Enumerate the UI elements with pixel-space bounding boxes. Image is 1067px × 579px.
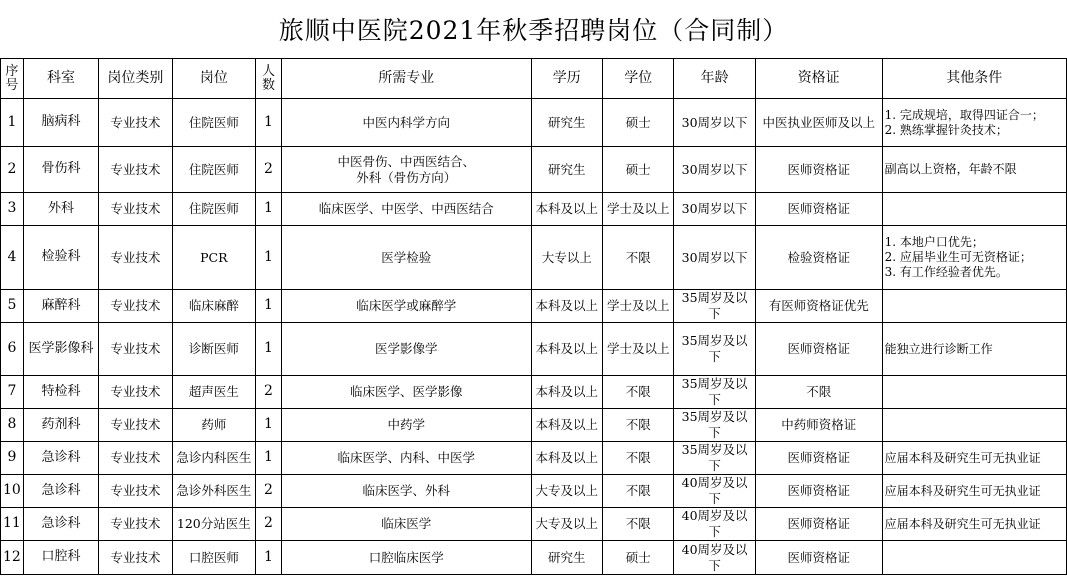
cell-degree: 不限 — [603, 409, 674, 442]
cell-position: 120分站医生 — [172, 508, 255, 541]
cell-qualification: 医师资格证 — [755, 442, 882, 475]
cell-qualification: 医师资格证 — [755, 193, 882, 226]
cell-age: 30周岁以下 — [674, 226, 755, 290]
table-row — [1, 193, 1067, 226]
table-row — [1, 442, 1067, 475]
header-category: 岗位类别 — [99, 59, 172, 99]
cell-seq: 4 — [1, 226, 24, 290]
cell-age: 35周岁及以下 — [674, 323, 755, 376]
cell-education: 大专以上 — [531, 226, 602, 290]
cell-other: 能独立进行诊断工作 — [882, 323, 1066, 376]
cell-other: 副高以上资格，年龄不限 — [882, 147, 1066, 193]
cell-count: 1 — [256, 409, 282, 442]
cell-education: 本科及以上 — [531, 409, 602, 442]
header-seq: 序 号 — [1, 59, 24, 99]
cell-major: 中医内科学方向 — [281, 99, 531, 147]
cell-major: 医学影像学 — [281, 323, 531, 376]
cell-major: 临床医学、医学影像 — [281, 376, 531, 409]
cell-position: 住院医师 — [172, 193, 255, 226]
table-row — [1, 99, 1067, 147]
cell-other — [882, 409, 1066, 442]
cell-category: 专业技术 — [99, 147, 172, 193]
cell-category: 专业技术 — [99, 475, 172, 508]
cell-seq: 3 — [1, 193, 24, 226]
header-age: 年龄 — [674, 59, 755, 99]
cell-count: 1 — [256, 290, 282, 323]
cell-major: 中药学 — [281, 409, 531, 442]
header-degree: 学位 — [603, 59, 674, 99]
cell-qualification: 医师资格证 — [755, 541, 882, 575]
header-education: 学历 — [531, 59, 602, 99]
cell-education: 本科及以上 — [531, 290, 602, 323]
cell-dept: 麻醉科 — [23, 290, 98, 323]
cell-seq: 5 — [1, 290, 24, 323]
cell-count: 1 — [256, 193, 282, 226]
cell-major: 临床医学 — [281, 508, 531, 541]
cell-seq: 11 — [1, 508, 24, 541]
cell-dept: 脑病科 — [23, 99, 98, 147]
cell-degree: 不限 — [603, 376, 674, 409]
cell-degree: 学士及以上 — [603, 193, 674, 226]
cell-count: 2 — [256, 508, 282, 541]
cell-count: 2 — [256, 475, 282, 508]
cell-seq: 12 — [1, 541, 24, 575]
cell-category: 专业技术 — [99, 290, 172, 323]
cell-age: 35周岁及以下 — [674, 409, 755, 442]
cell-dept: 医学影像科 — [23, 323, 98, 376]
cell-education: 本科及以上 — [531, 323, 602, 376]
cell-category: 专业技术 — [99, 323, 172, 376]
cell-position: 住院医师 — [172, 99, 255, 147]
cell-education: 本科及以上 — [531, 376, 602, 409]
cell-seq: 6 — [1, 323, 24, 376]
cell-education: 研究生 — [531, 99, 602, 147]
table-row — [1, 376, 1067, 409]
cell-count: 1 — [256, 541, 282, 575]
cell-category: 专业技术 — [99, 99, 172, 147]
cell-degree: 学士及以上 — [603, 290, 674, 323]
cell-position: 急诊内科医生 — [172, 442, 255, 475]
cell-qualification: 有医师资格证优先 — [755, 290, 882, 323]
table-row — [1, 323, 1067, 376]
header-count: 人 数 — [256, 59, 282, 99]
cell-other: 应届本科及研究生可无执业证 — [882, 475, 1066, 508]
cell-dept: 口腔科 — [23, 541, 98, 575]
header-major: 所需专业 — [281, 59, 531, 99]
cell-education: 本科及以上 — [531, 193, 602, 226]
cell-major: 中医骨伤、中西医结合、 外科（骨伤方向） — [281, 147, 531, 193]
cell-age: 30周岁以下 — [674, 193, 755, 226]
cell-category: 专业技术 — [99, 376, 172, 409]
header-dept: 科室 — [23, 59, 98, 99]
table-row — [1, 147, 1067, 193]
cell-seq: 7 — [1, 376, 24, 409]
cell-age: 40周岁及以下 — [674, 541, 755, 575]
table-header-row — [1, 59, 1067, 99]
cell-education: 大专及以上 — [531, 508, 602, 541]
cell-major: 临床医学、中医学、中西医结合 — [281, 193, 531, 226]
cell-degree: 不限 — [603, 508, 674, 541]
cell-qualification: 检验资格证 — [755, 226, 882, 290]
cell-qualification: 医师资格证 — [755, 508, 882, 541]
cell-position: PCR — [172, 226, 255, 290]
cell-qualification: 医师资格证 — [755, 475, 882, 508]
cell-dept: 药剂科 — [23, 409, 98, 442]
cell-position: 诊断医师 — [172, 323, 255, 376]
cell-other — [882, 290, 1066, 323]
cell-position: 临床麻醉 — [172, 290, 255, 323]
cell-age: 30周岁以下 — [674, 99, 755, 147]
cell-age: 40周岁及以下 — [674, 508, 755, 541]
table-row — [1, 541, 1067, 575]
cell-education: 研究生 — [531, 541, 602, 575]
cell-category: 专业技术 — [99, 193, 172, 226]
table-row — [1, 290, 1067, 323]
cell-qualification: 医师资格证 — [755, 147, 882, 193]
cell-count: 1 — [256, 99, 282, 147]
cell-education: 大专及以上 — [531, 475, 602, 508]
cell-other — [882, 193, 1066, 226]
cell-seq: 10 — [1, 475, 24, 508]
cell-seq: 2 — [1, 147, 24, 193]
cell-count: 1 — [256, 442, 282, 475]
cell-dept: 外科 — [23, 193, 98, 226]
cell-dept: 急诊科 — [23, 508, 98, 541]
cell-dept: 检验科 — [23, 226, 98, 290]
recruitment-table — [0, 58, 1067, 575]
cell-degree: 硕士 — [603, 541, 674, 575]
cell-category: 专业技术 — [99, 442, 172, 475]
cell-other: 1. 完成规培，取得四证合一； 2. 熟练掌握针灸技术； — [882, 99, 1066, 147]
cell-qualification: 中医执业医师及以上 — [755, 99, 882, 147]
cell-category: 专业技术 — [99, 226, 172, 290]
cell-other — [882, 541, 1066, 575]
cell-other: 1. 本地户口优先； 2. 应届毕业生可无资格证； 3. 有工作经验者优先。 — [882, 226, 1066, 290]
cell-age: 35周岁及以下 — [674, 290, 755, 323]
cell-dept: 特检科 — [23, 376, 98, 409]
table-row — [1, 409, 1067, 442]
cell-qualification: 中药师资格证 — [755, 409, 882, 442]
table-row — [1, 226, 1067, 290]
cell-degree: 不限 — [603, 475, 674, 508]
cell-count: 1 — [256, 226, 282, 290]
cell-position: 口腔医师 — [172, 541, 255, 575]
cell-age: 35周岁及以下 — [674, 376, 755, 409]
cell-dept: 骨伤科 — [23, 147, 98, 193]
cell-category: 专业技术 — [99, 508, 172, 541]
cell-seq: 1 — [1, 99, 24, 147]
cell-other: 应届本科及研究生可无执业证 — [882, 442, 1066, 475]
cell-position: 急诊外科医生 — [172, 475, 255, 508]
cell-seq: 9 — [1, 442, 24, 475]
cell-degree: 硕士 — [603, 99, 674, 147]
cell-seq: 8 — [1, 409, 24, 442]
cell-major: 临床医学、外科 — [281, 475, 531, 508]
cell-position: 超声医生 — [172, 376, 255, 409]
cell-major: 医学检验 — [281, 226, 531, 290]
cell-age: 40周岁及以下 — [674, 475, 755, 508]
cell-major: 临床医学或麻醉学 — [281, 290, 531, 323]
cell-count: 2 — [256, 147, 282, 193]
cell-major: 临床医学、内科、中医学 — [281, 442, 531, 475]
cell-count: 1 — [256, 323, 282, 376]
cell-position: 住院医师 — [172, 147, 255, 193]
cell-dept: 急诊科 — [23, 442, 98, 475]
cell-other: 应届本科及研究生可无执业证 — [882, 508, 1066, 541]
cell-education: 本科及以上 — [531, 442, 602, 475]
cell-degree: 不限 — [603, 226, 674, 290]
cell-education: 研究生 — [531, 147, 602, 193]
cell-major: 口腔临床医学 — [281, 541, 531, 575]
header-qualification: 资格证 — [755, 59, 882, 99]
cell-age: 30周岁以下 — [674, 147, 755, 193]
cell-count: 2 — [256, 376, 282, 409]
cell-age: 35周岁及以下 — [674, 442, 755, 475]
cell-position: 药师 — [172, 409, 255, 442]
table-row — [1, 475, 1067, 508]
cell-other — [882, 376, 1066, 409]
cell-degree: 不限 — [603, 442, 674, 475]
table-row — [1, 508, 1067, 541]
cell-degree: 学士及以上 — [603, 323, 674, 376]
cell-category: 专业技术 — [99, 409, 172, 442]
cell-qualification: 医师资格证 — [755, 323, 882, 376]
header-other: 其他条件 — [882, 59, 1066, 99]
cell-dept: 急诊科 — [23, 475, 98, 508]
cell-category: 专业技术 — [99, 541, 172, 575]
header-position: 岗位 — [172, 59, 255, 99]
cell-qualification: 不限 — [755, 376, 882, 409]
page-title: 旅顺中医院2021年秋季招聘岗位（合同制） — [278, 16, 789, 45]
cell-degree: 硕士 — [603, 147, 674, 193]
